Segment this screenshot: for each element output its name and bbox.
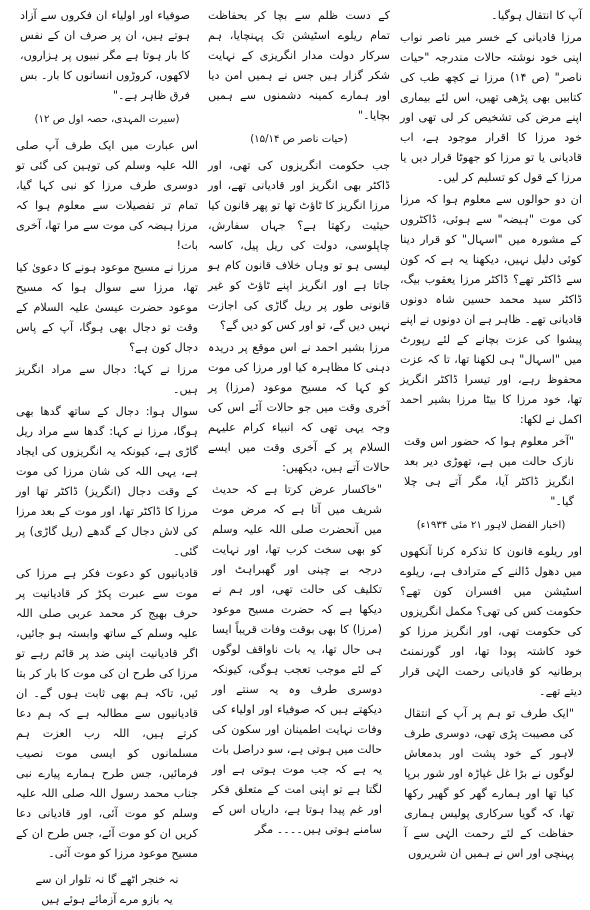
column-right	[400, 6, 582, 860]
paragraph: جب حکومت انگریزوں کی تھی، اور ڈاکٹر بھی انگریز اور قادیانی تھے، اور مرزا انگریز کا ٹاؤٹ تھا تو پھر قانون کیا حیثیت رکھتا ہے؟ جہاں سفارش، چاپلوسی، دولت کی ریل پیل، کاسہ لیسی ہو تو وہاں خلاف قانون کام ہو جاتا ہے اور انگریز اپنے ٹاؤٹ کو غیر قانونی طور پر ریل گاڑی کی اجازت نہیں دیں گے، تو اور کس کو دیں گے؟	[208, 159, 390, 332]
paragraph: مرزا نے مسیح موعود ہونے کا دعویٰ کیا تھا، مرزا سے سوال ہوا کہ مسیح موعود حضرت عیسیٰ علیہ السلام کے وقت تو دجال بھی ہوگا، آپ کے پاس دجال کون ہے؟	[16, 261, 198, 354]
poem-line: نہ خنجر اٹھے گا نہ تلوار ان سے	[35, 873, 179, 886]
citation: (سیرت المہدی، حصہ اول ص ۱۲)	[34, 114, 180, 125]
paragraph: ان دو حوالوں سے معلوم ہوا کہ مرزا کی موت "ہیضہ" سے ہوئی، ڈاکٹروں کے مشورہ میں "اسہال" کو قرار دینا کوئی دلیل نہیں، دیکھنا یہ ہے کہ کون سے ڈاکٹر تھے؟ ڈاکٹر مرزا یعقوب بیگ، ڈاکٹر سید محمد حسین شاہ دونوں قادیانی تھے۔ ظاہر ہے ان دونوں نے اپنے پیشوا کی عزت بچانے کے لئے رپورٹ میں "اسہال" ہی لکھنا تھا، تا کہ عزت محفوظ رہے، اور تیسرا ڈاکٹر انگریز تھا، خود مرزا کا بیٹا مرزا بشیر احمد اکمل نے لکھا:	[400, 193, 582, 426]
paragraph: اور ریلوے قانون کا تذکرہ کرنا آنکھوں میں دھول ڈالنے کے مترادف ہے، ریلوے اسٹیشن میں افسران کون تھے؟ حکومت کس کی تھی؟ مکمل انگریزوں کی حکومت تھی، اور انگریز مرزا کو خود کاشتہ پودا تھا، اور گورنمنٹ برطانیہ کو قادیانی رحمت الہٰی قرار دیتے تھے۔	[400, 545, 582, 698]
paragraph: کے دست ظلم سے بچا کر بحفاظت تمام ریلوے اسٹیشن تک پہنچایا، ہم سرکار دولت مدار انگریزی کے نہایت شکر گزار ہیں جس نے ہمیں امن دیا اور ہمارے کمینہ دشمنوں سے ہمیں بچایا۔"	[208, 9, 390, 122]
paragraph: قادیانیوں کو دعوت فکر ہے مرزا کی موت سے عبرت پکڑ کر قادیانیت پر حرف بھیج کر محمد عربی صلی اللہ علیہ وسلم کے ساتھ وابستہ ہو جائیں، اگر قادیانیت اپنی ضد پر قائم رہے تو مرزا کی طرح ان کی موت کا بار کر بتا ئیں، تاکہ ہم بھی ثابت ہوں گے۔ ان قادیانیوں سے مطالبہ ہے کہ ہم دعا کرتے ہیں، اللہ رب العزت ہم مسلمانوں کو ایسی موت نصیب فرمائیں، جس طرح ہمارے پیارے نبی جناب محمد رسول اللہ صلی اللہ علیہ وسلم کو موت آئی، اور قادیانی دعا کریں ان کو موت آئے، جس طرح ان کے مسیح موعود مرزا کو موت آئی۔	[16, 567, 198, 860]
paragraph: مرزا بشیر احمد نے اس موقع پر دریدہ دہنی کا مظاہرہ کیا اور مرزا کی موت کو کہا کہ مسیح موعود (مرزا) پر آخری وقت میں جو حالات آئے اس کی وجہ یہی تھی کہ انبیاء کرام علیہم السلام پر کے آخری وقت میں ایسے حالات آتے ہیں، دیکھیں:	[208, 341, 390, 474]
quote: "خاکسار عرض کرتا ہے کہ حدیث شریف میں آتا ہے کہ مرض موت میں آنحضرت صلی اللہ علیہ وسلم کو بھی سخت کرب تھا، اور نہایت درجہ بے چینی اور گھبراہٹ اور تکلیف کی حالت تھی، اور ہم نے دیکھا ہے کہ حضرت مسیح موعود (مرزا) کا بھی بوقت وفات قریباً ایسا ہی حال تھا، یہ بات ناواقف لوگوں کے لئے موجب تعجب ہوگی، کیونکہ دوسری طرف وہ یہ سنتے اور دیکھتے ہیں کہ صوفیاء اور اولیاء کی وفات نہایت اطمینان اور سکون کی حالت میں ہوتی ہے، سو دراصل بات یہ ہے کہ جب موت ہوتی ہے اور لگتا ہے تو اپنی امت کے متعلق فکر اور غم پیدا ہوتا ہے، داریاں اس کے سامنے ہوتی ہیں۔۔۔۔ مگر	[212, 483, 382, 836]
citation: (حیات ناصر ص ۱۵/۱۴)	[250, 134, 348, 145]
quote: "آخر معلوم ہوا کہ حضور اس وقت نازک حالت میں ہے، تھوڑی دیر بعد انگریز ڈاکٹر آیا، مگر آتے ہی چلا گیا۔"	[404, 435, 574, 508]
column-middle	[208, 6, 390, 836]
quote: صوفیاء اور اولیاء ان فکروں سے آزاد ہوتے ہیں، ان پر صرف ان کے نفس کا بار ہوتا ہے مگر نبیوں پر ہزاروں، لاکھوں، کروڑوں انسانوں کا بار۔ بس فرق ظاہر ہے۔"	[20, 9, 190, 102]
poem	[16, 870, 198, 910]
poem-line: یہ بازو مرے آزمائے ہوئے ہیں	[41, 893, 173, 906]
paragraph: مرزا نے کہا: دجال سے مراد انگریز ہیں۔	[16, 363, 198, 396]
paragraph: اس عبارت میں ایک طرف آپ صلی اللہ علیہ وسلم کی توہین کی گئی تو دوسری طرف مرزا کو نبی کہا گیا، تمام تر تفصیلات سے معلوم ہوا کہ مرزا ہیضہ کی موت سے مرا تھا، آخری بات!	[16, 139, 198, 252]
paragraph: سوال ہوا: دجال کے ساتھ گدھا بھی ہوگا، مرزا نے کہا: گدھا سے مراد ریل گاڑی ہے، کیونکہ یہ انگریزوں کی ایجاد ہے، یہی اللہ کی شان مرزا کی موت کے وقت دجال (انگریز) ڈاکٹر تھا اور مرزا کا ڈاکٹر تھا، اور موت کے بعد مرزا کی لاش دجال کے گدھے (ریل گاڑی) پر گئی۔	[16, 405, 198, 558]
paragraph: مرزا قادیانی کے خسر میر ناصر نواب اپنی خود نوشتہ حالات مندرجہ "حیات ناصر" (ص ۱۴) مرزا نے کچھ طب کی کتابیں بھی پڑھی تھیں، اس لئے بیماری اپنے مرض کی تشخیص کر لی تھی اور خود مرزا کا اقرار موجود ہے، اب قادیانی یا تو مرزا کو جھوٹا قرار دیں یا مرزا کے قول کو تسلیم کر لیں۔	[400, 31, 582, 184]
quote: "ایک طرف تو ہم پر آپ کے انتقال کی مصیبت پڑی تھی، دوسری طرف لاہور کے خود پشت اور بدمعاش لوگوں نے بڑا غل غپاڑہ اور شور برپا کیا تھا اور ہمارے گھر کو گھیر رکھا تھا، کہ گویا سرکاری پولیس ہماری حفاظت کے لئے رحمت الہٰی سے آ پہنچی اور اس نے ہمیں ان شریروں	[404, 707, 574, 860]
citation: (اخبار الفضل لاہور ۲۱ مئی ۱۹۳۴ء)	[416, 520, 566, 531]
column-left	[16, 6, 198, 906]
paragraph: آپ کا انتقال ہوگیا۔	[491, 9, 582, 22]
